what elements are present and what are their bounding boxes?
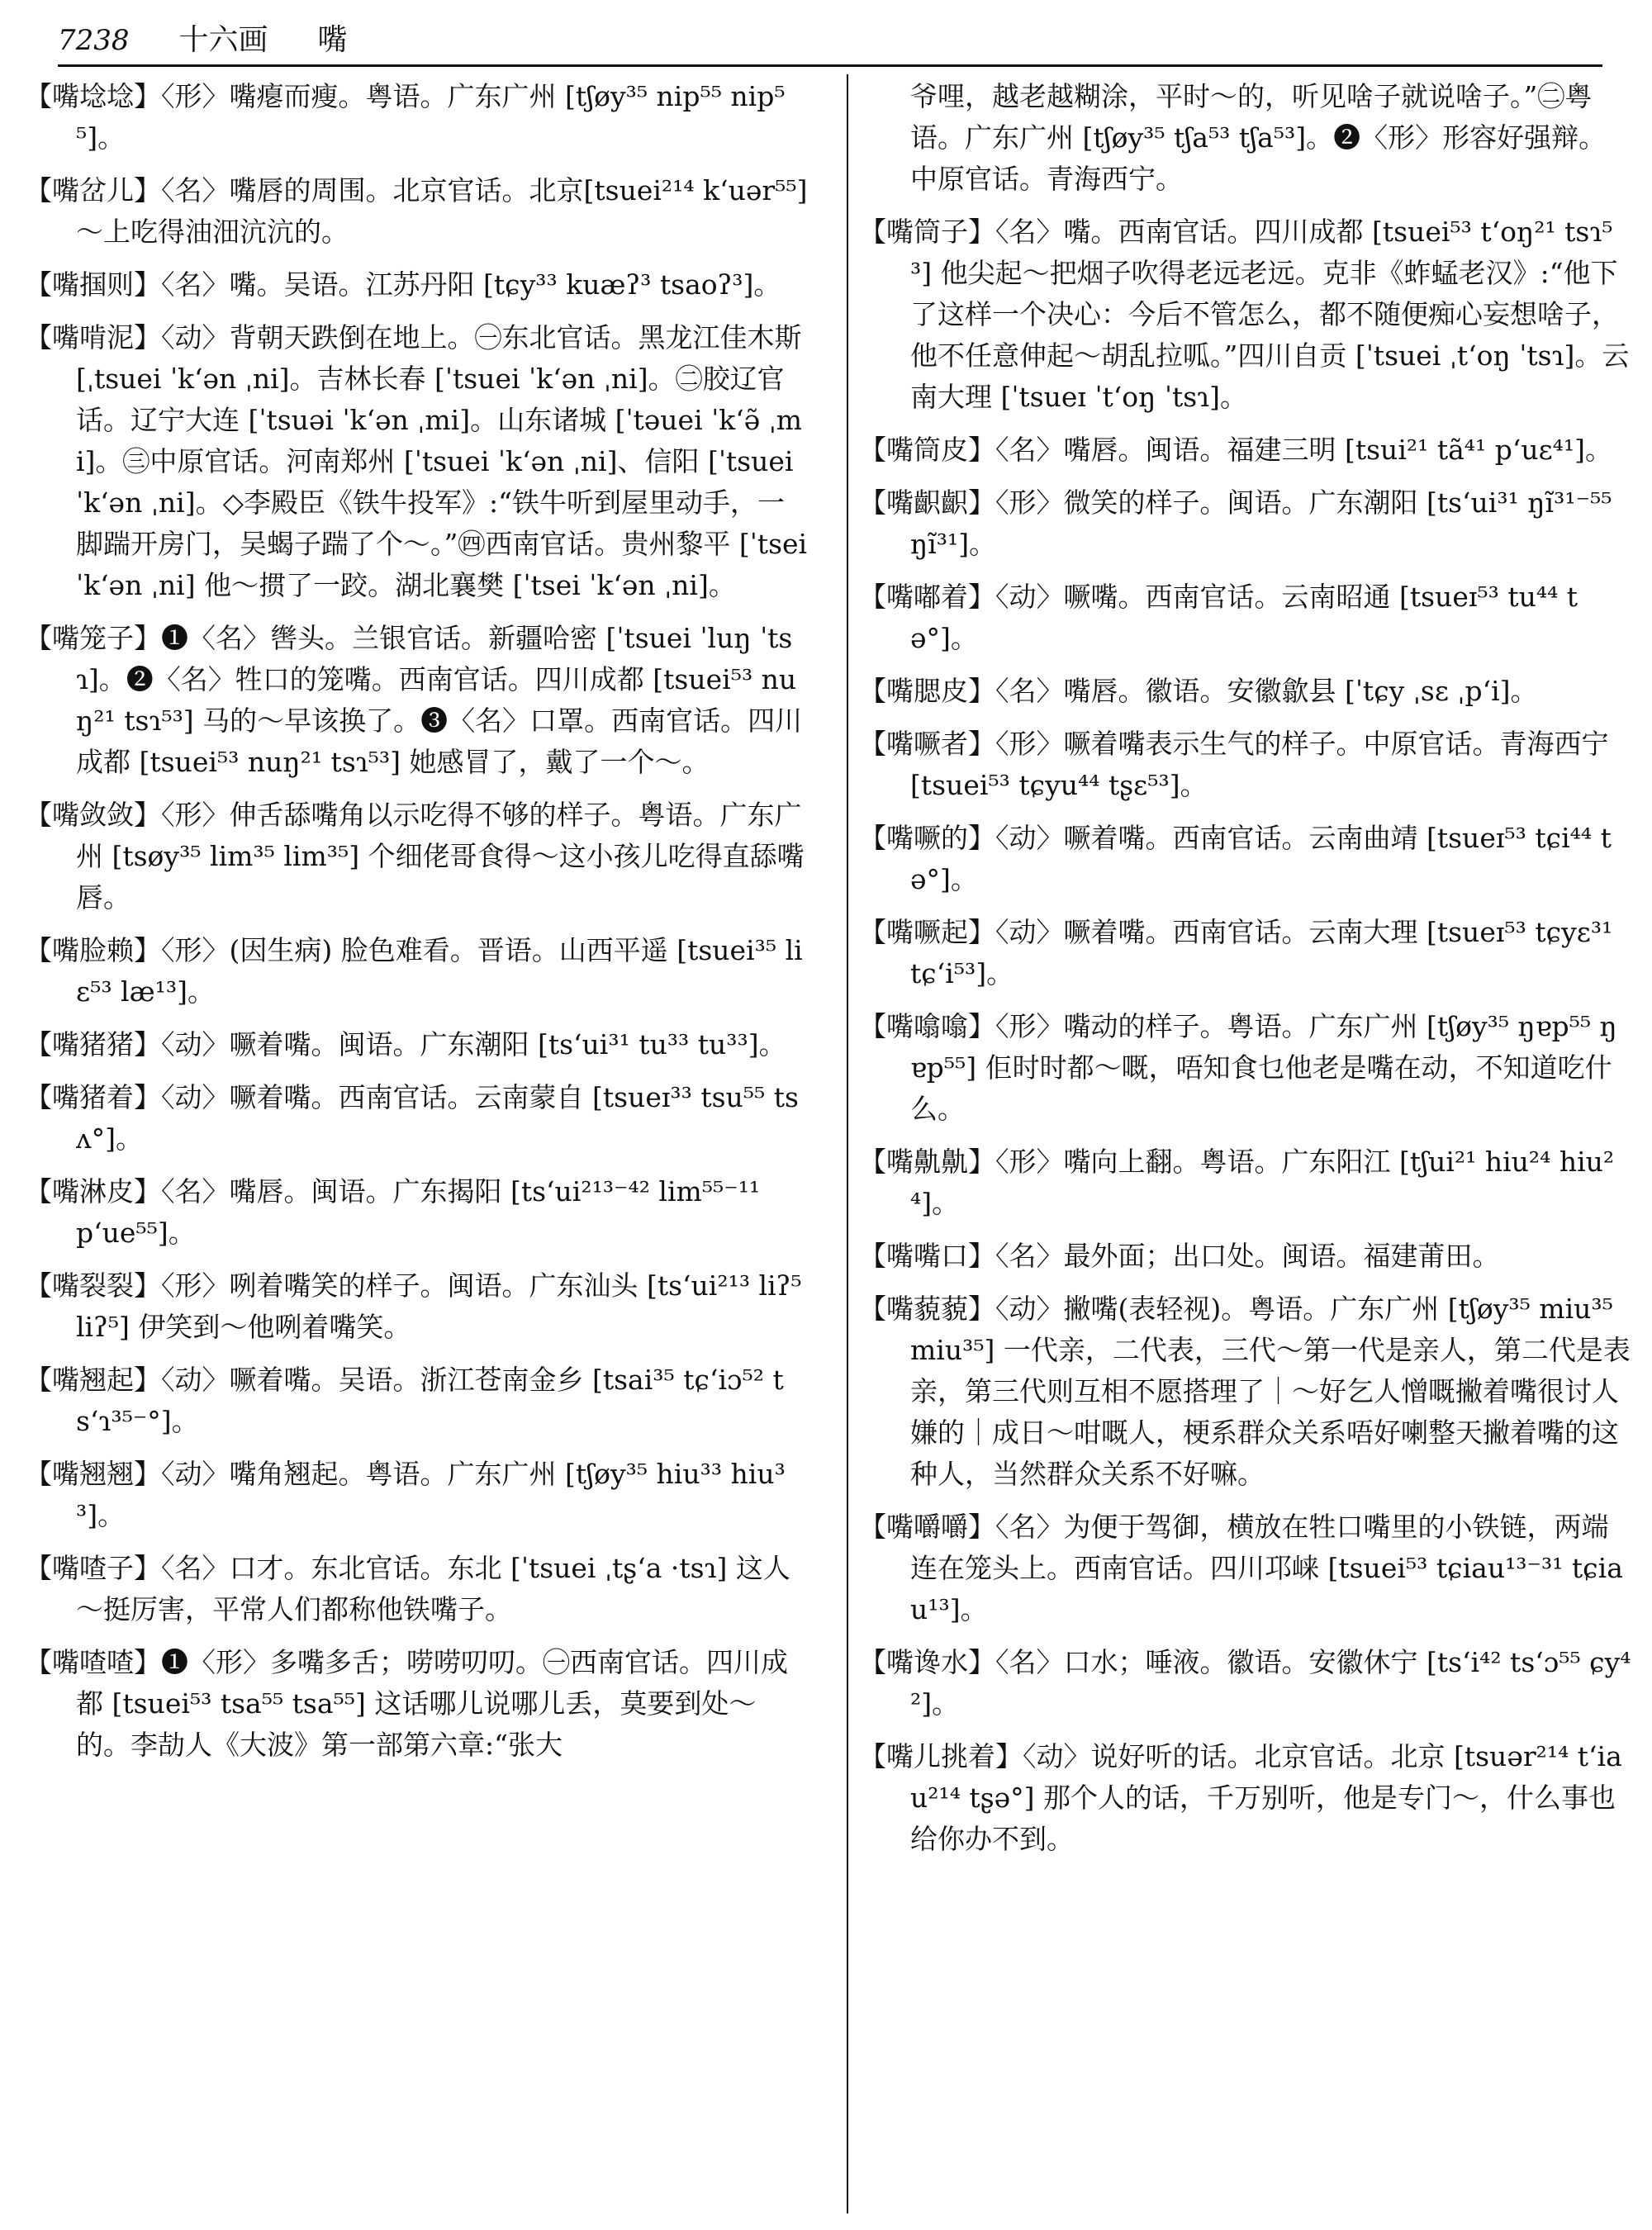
dictionary-entry: 【嘴嘟着】〈动〉噘嘴。西南官话。云南昭通 [tsueɪ⁵³ tu⁴⁴ tə°]。 xyxy=(859,581,1578,654)
dictionary-entry: 【嘴喳喳】❶〈形〉多嘴多舌；唠唠叨叨。㊀西南官话。四川成都 [tsuei⁵³ tsa⁵⁵ tsa⁵⁵] 这话哪儿说哪儿丢，莫要到处～的。李劼人《大波》第一部第六章:“张大 xyxy=(25,1646,788,1761)
dictionary-entry: 【嘴鼽鼽】〈形〉嘴向上翻。粤语。广东阳江 [tʃui²¹ hiu²⁴ hiu²⁴]。 xyxy=(859,1146,1615,1219)
dictionary-entry: 【嘴猪猪】〈动〉噘着嘴。闽语。广东潮阳 [ts‘ui³¹ tu³³ tu³³]。 xyxy=(25,1028,786,1060)
section-label: 十六画 xyxy=(178,23,268,57)
dictionary-entry: 【嘴噘的】〈动〉噘着嘴。西南官话。云南曲靖 [tsueɪ⁵³ tɕi⁴⁴ tə°]。 xyxy=(859,822,1612,895)
dictionary-entry: 【嘴噘者】〈形〉噘着嘴表示生气的样子。中原官话。青海西宁 [tsuei⁵³ tɕyu⁴⁴ tʂɛ⁵³]。 xyxy=(859,728,1609,801)
left-column xyxy=(25,76,809,1777)
header-character: 嘴 xyxy=(317,23,348,57)
dictionary-entry: 【嘴齞齞】〈形〉微笑的样子。闽语。广东潮阳 [ts‘ui³¹ ŋĩ³¹⁻⁵⁵ ŋĩ³¹]。 xyxy=(859,486,1612,560)
dictionary-entry: 【嘴嘴口】〈名〉最外面；出口处。闽语。福建莆田。 xyxy=(859,1240,1500,1272)
dictionary-entry: 【嘴藐藐】〈动〉撇嘴(表轻视)。粤语。广东广州 [tʃøy³⁵ miu³⁵ miu³⁵] 一代亲，二代表，三代～第一代是亲人，第二代是表亲，第三代则互相不愿搭理了｜～好乞人憎嘅撇着嘴很讨人嫌的｜成日～咁嘅人，梗系群众关系唔好喇整天撇着嘴的这种人，当然群众关系不好嘛。 xyxy=(859,1293,1631,1490)
right-column xyxy=(859,76,1631,1872)
dictionary-entry: 【嘴筒子】〈名〉嘴。西南官话。四川成都 [tsuei⁵³ t‘oŋ²¹ tsɿ⁵³] 他尖起～把烟子吹得老远老远。克非《蚱蜢老汉》:“他下了这样一个决心：今后不管怎么，都不随便痴心妄想啥子，他不任意伸起～胡乱拉呱。”四川自贡 [ˈtsuei ˌt‘oŋ ˈtsɿ]。云南大理 [ˈtsueɪ ˈt‘oŋ ˈtsɿ]。 xyxy=(859,216,1630,413)
dictionary-entry: 【嘴裂裂】〈形〉咧着嘴笑的样子。闽语。广东汕头 [ts‘ui²¹³ liʔ⁵ liʔ⁵] 伊笑到～他咧着嘴笑。 xyxy=(25,1269,802,1343)
dictionary-entry: 【嘴嚼嚼】〈名〉为便于驾御，横放在牲口嘴里的小铁链，两端连在笼头上。西南官话。四川邛崃 [tsuei⁵³ tɕiau¹³⁻³¹ tɕiau¹³]。 xyxy=(859,1511,1623,1625)
dictionary-entry: 【嘴啃泥】〈动〉背朝天跌倒在地上。㊀东北官话。黑龙江佳木斯 [ˌtsuei ˈk‘ən ˌni]。吉林长春 [ˈtsuei ˈk‘ən ˌni]。㊁胶辽官话。辽宁大连 [ˈtsuəi ˈk‘ən ˌmi]。山东诸城 [ˈtəuei ˈk‘ə̃ ˌmi]。㊂中原官话。河南郑州 [ˈtsuei ˈk‘ən ˌni]、信阳 [ˈtsuei ˈk‘ən ˌni]。◇李殿臣《铁牛投军》:“铁牛听到屋里动手，一脚踹开房门，吴蝎子踹了个～。”㊃西南官话。贵州黎平 [ˈtsei ˈk‘ən ˌni] 他～掼了一跤。湖北襄樊 [ˈtsei ˈk‘ən ˌni]。 xyxy=(25,321,808,601)
dictionary-entry: 【嘴脸赖】〈形〉(因生病) 脸色难看。晋语。山西平遥 [tsuei³⁵ liɛ⁵³ læ¹³]。 xyxy=(25,934,803,1008)
dictionary-entry: 【嘴筒皮】〈名〉嘴唇。闽语。福建三明 [tsui²¹ tã⁴¹ p‘uɛ⁴¹]。 xyxy=(859,434,1612,466)
dictionary-entry: 【嘴笼子】❶〈名〉辔头。兰银官话。新疆哈密 [ˈtsuei ˈluŋ ˈtsɿ]。❷〈名〉牲口的笼嘴。西南官话。四川成都 [tsuei⁵³ nuŋ²¹ tsɿ⁵³] 马的～早该换了。❸〈名〉口罩。西南官话。四川成都 [tsuei⁵³ nuŋ²¹ tsɿ⁵³] 她感冒了，戴了一个～。 xyxy=(25,622,803,778)
dictionary-entry-continued: 爷哩，越老越糊涂，平时～的，听见啥子就说啥子。”㊁粤语。广东广州 [tʃøy³⁵ tʃa⁵³ tʃa⁵³]。❷〈形〉形容好强辩。中原官话。青海西宁。 xyxy=(910,80,1607,195)
dictionary-entry: 【嘴翘起】〈动〉噘着嘴。吴语。浙江苍南金乡 [tsai³⁵ tɕ‘iɔ⁵² ts‘ɿ³⁵⁻°]。 xyxy=(25,1364,784,1437)
dictionary-entry: 【嘴敛敛】〈形〉伸舌舔嘴角以示吃得不够的样子。粤语。广东广州 [tsøy³⁵ lim³⁵ lim³⁵] 个细佬哥食得～这小孩儿吃得直舔嘴唇。 xyxy=(25,799,805,913)
dictionary-entry: 【嘴掴则】〈名〉嘴。吴语。江苏丹阳 [tɕy³³ kuæʔ³ tsaoʔ³]。 xyxy=(25,268,781,301)
dictionary-entry: 【嘴翘翘】〈动〉嘴角翘起。粤语。广东广州 [tʃøy³⁵ hiu³³ hiu³³]。 xyxy=(25,1458,786,1531)
dictionary-entry: 【嘴噏噏】〈形〉嘴动的样子。粤语。广东广州 [tʃøy³⁵ ŋɐp⁵⁵ ŋɐp⁵⁵] 佢时时都～嘅，唔知食乜他老是嘴在动，不知道吃什么。 xyxy=(859,1010,1617,1125)
dictionary-entry: 【嘴埝埝】〈形〉嘴瘪而瘦。粤语。广东广州 [tʃøy³⁵ nip⁵⁵ nip⁵⁵]。 xyxy=(25,80,786,154)
dictionary-entry: 【嘴猪着】〈动〉噘着嘴。西南官话。云南蒙自 [tsueɪ³³ tsu⁵⁵ tsʌ°]。 xyxy=(25,1081,799,1155)
dictionary-entry: 【嘴腮皮】〈名〉嘴唇。徽语。安徽歙县 [ˈtɕy ˌsɛ ˌp‘i]。 xyxy=(859,675,1538,707)
header-rule xyxy=(58,64,1602,67)
dictionary-entry: 【嘴噘起】〈动〉噘着嘴。西南官话。云南大理 [tsueɪ⁵³ tɕyɛ³¹ tɕ‘i⁵³]。 xyxy=(859,916,1613,989)
dictionary-entry: 【嘴淋皮】〈名〉嘴唇。闽语。广东揭阳 [ts‘ui²¹³⁻⁴² lim⁵⁵⁻¹¹ p‘ue⁵⁵]。 xyxy=(25,1175,761,1249)
page-header xyxy=(58,17,1602,66)
dictionary-entry: 【嘴岔儿】〈名〉嘴唇的周围。北京官话。北京[tsuei²¹⁴ k‘uər⁵⁵] ～上吃得油沺沆沆的。 xyxy=(25,174,808,248)
column-divider xyxy=(847,74,848,2213)
page-number: 7238 xyxy=(58,24,130,57)
dictionary-entry: 【嘴谗水】〈名〉口水；唾液。徽语。安徽休宁 [ts‘i⁴² ts‘ɔ⁵⁵ ɕy⁴²]。 xyxy=(859,1646,1631,1720)
dictionary-entry: 【嘴儿挑着】〈动〉说好听的话。北京官话。北京 [tsuər²¹⁴ t‘iau²¹⁴ tʂə°] 那个人的话，千万别听，他是专门～，什么事也给你办不到。 xyxy=(859,1740,1622,1855)
dictionary-entry: 【嘴喳子】〈名〉口才。东北官话。东北 [ˈtsuei ˌtʂ‘a ·tsɿ] 这人～挺厉害，平常人们都称他铁嘴子。 xyxy=(25,1552,790,1625)
